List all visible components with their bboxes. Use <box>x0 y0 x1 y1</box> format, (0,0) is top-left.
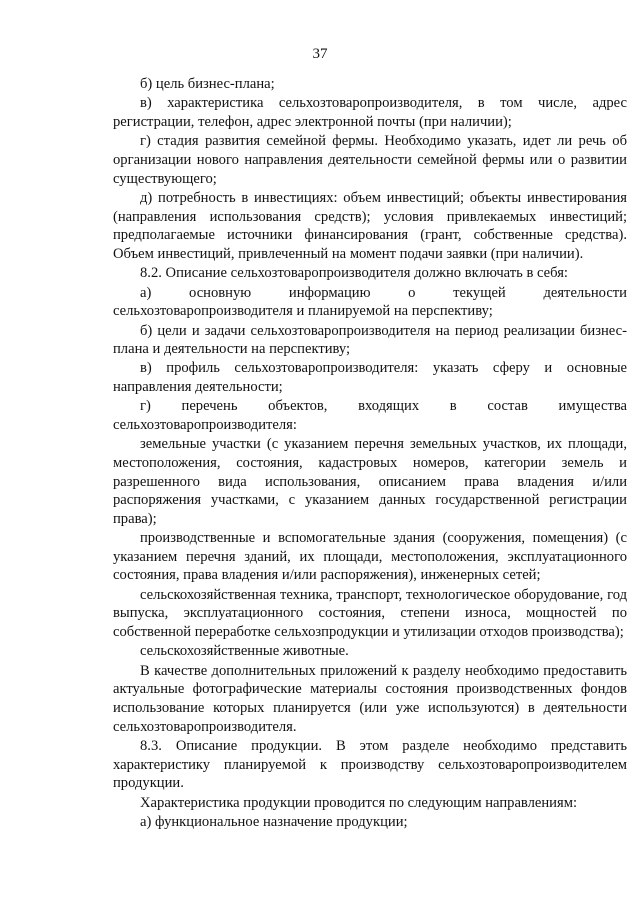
paragraph: а) функциональное назначение продукции; <box>140 813 408 830</box>
paragraph: В качестве дополнительных приложений к разделу необходимо предоставить актуальные фотографические материалы состояния производственных фондов использование которых планируется (или уже используются) в деятельности сельхозтоваропроизводителя. <box>113 662 627 735</box>
section-heading-8-2: 8.2. Описание сельхозтоваропроизводителя должно включать в себя: <box>140 265 568 282</box>
document-body <box>113 75 627 832</box>
paragraph: г) стадия развития семейной фермы. Необходимо указать, идет ли речь об организации нового направления деятельности семейной фермы или о развитии существующего; <box>113 133 627 187</box>
paragraph: в) профиль сельхозтоваропроизводителя: указать сферу и основные направления деятельности; <box>113 360 627 396</box>
paragraph: б) цели и задачи сельхозтоваропроизводителя на период реализации бизнес-плана и деятельности на перспективу; <box>113 322 627 358</box>
paragraph: а) основную информацию о текущей деятельности сельхозтоваропроизводителя и планируемой на перспективу; <box>113 284 627 320</box>
paragraph: земельные участки (с указанием перечня земельных участков, их площади, местоположения, состояния, кадастровых номеров, категории земель и разрешенного вида использования, описанием права владения и/или распоряжения участками, с указанием данных государственной регистрации права); <box>113 436 627 527</box>
paragraph: сельскохозяйственные животные. <box>140 643 349 660</box>
paragraph: производственные и вспомогательные здания (сооружения, помещения) (с указанием перечня зданий, их площади, местоположения, эксплуатационного состояния, права владения и/или распоряжения), инженерных сетей; <box>113 530 627 584</box>
paragraph: Характеристика продукции проводится по следующим направлениям: <box>140 794 577 811</box>
paragraph: б) цель бизнес-плана; <box>140 76 275 92</box>
paragraph: г) перечень объектов, входящих в состав имущества сельхозтоваропроизводителя: <box>113 398 627 434</box>
paragraph: д) потребность в инвестициях: объем инвестиций; объекты инвестирования (направления использования средств); условия привлекаемых инвестиций; предполагаемые источники финансирования (грант, собственные средства). Объем инвестиций, привлеченный на момент подачи заявки (при наличии). <box>113 189 627 262</box>
paragraph: в) характеристика сельхозтоваропроизводителя, в том числе, адрес регистрации, телефон, адрес электронной почты (при наличии); <box>113 95 627 130</box>
paragraph: сельскохозяйственная техника, транспорт, технологическое оборудование, год выпуска, эксплуатационного состояния, степени износа, мощностей по собственной переработке сельхозпродукции и утилизации отходов производства); <box>113 586 627 640</box>
page-number: 37 <box>312 46 328 62</box>
section-heading-8-3: 8.3. Описание продукции. В этом разделе необходимо представить характеристику планируемой к производству сельхозтоваропроизводителем продукции. <box>113 737 627 792</box>
